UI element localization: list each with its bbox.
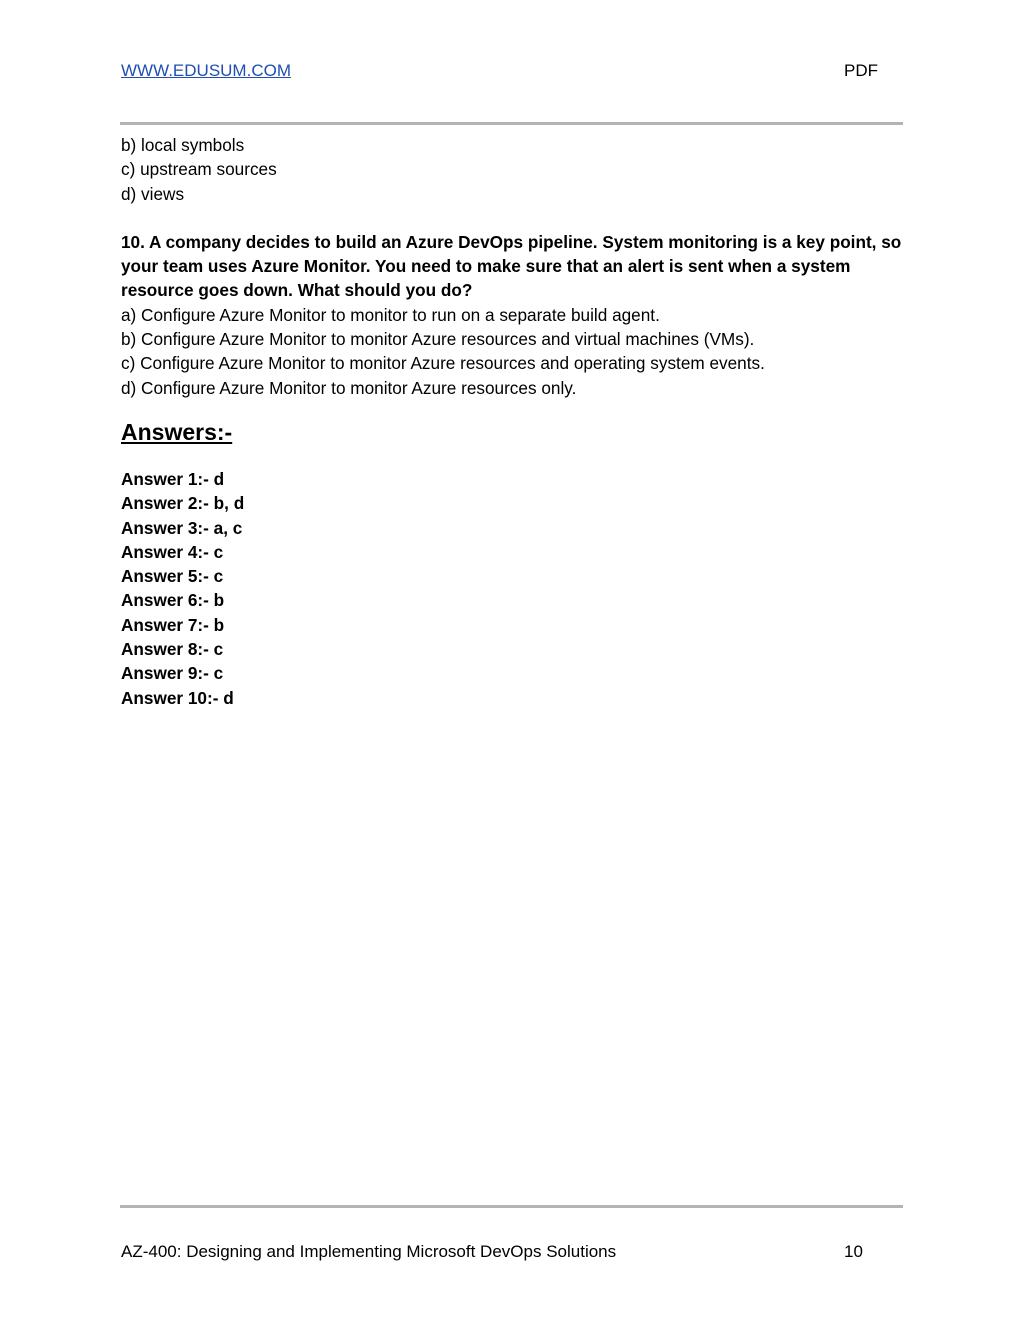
header-divider — [120, 122, 903, 125]
site-link[interactable]: WWW.EDUSUM.COM — [121, 61, 291, 80]
option-d-previous: d) views — [121, 183, 185, 204]
answer-item-1: Answer 1:- d — [121, 468, 225, 489]
page-number: 10 — [844, 1242, 863, 1261]
answer-item-2: Answer 2:- b, d — [121, 493, 245, 514]
answer-item-5: Answer 5:- c — [121, 566, 224, 587]
header-pdf-label: PDF — [844, 61, 878, 80]
answer-item-4: Answer 4:- c — [121, 541, 224, 562]
option-c-previous: c) upstream sources — [121, 159, 277, 180]
question-10-option-d: d) Configure Azure Monitor to monitor Azure resources only. — [121, 377, 577, 398]
question-10-option-b: b) Configure Azure Monitor to monitor Azure resources and virtual machines (VMs). — [121, 329, 755, 350]
answer-item-10: Answer 10:- d — [121, 687, 234, 708]
answers-heading: Answers:- — [121, 418, 233, 445]
answer-item-9: Answer 9:- c — [121, 663, 224, 684]
footer-divider — [120, 1205, 903, 1208]
footer-title: AZ-400: Designing and Implementing Microsoft DevOps Solutions — [121, 1242, 617, 1261]
answer-item-7: Answer 7:- b — [121, 614, 225, 635]
question-10-option-c: c) Configure Azure Monitor to monitor Azure resources and operating system events. — [121, 353, 765, 374]
question-10-option-a: a) Configure Azure Monitor to monitor to run on a separate build agent. — [121, 304, 660, 325]
answer-item-3: Answer 3:- a, c — [121, 517, 243, 538]
option-b-previous: b) local symbols — [121, 135, 245, 155]
answer-item-8: Answer 8:- c — [121, 639, 224, 660]
answer-item-6: Answer 6:- b — [121, 590, 225, 611]
question-10-text: 10. A company decides to build an Azure DevOps pipeline. System monitoring is a key point, so your team uses Azure Monitor. You need to make sure that an alert is sent when a system resource goes down. What should you do? — [121, 231, 902, 301]
page-content — [121, 133, 911, 710]
